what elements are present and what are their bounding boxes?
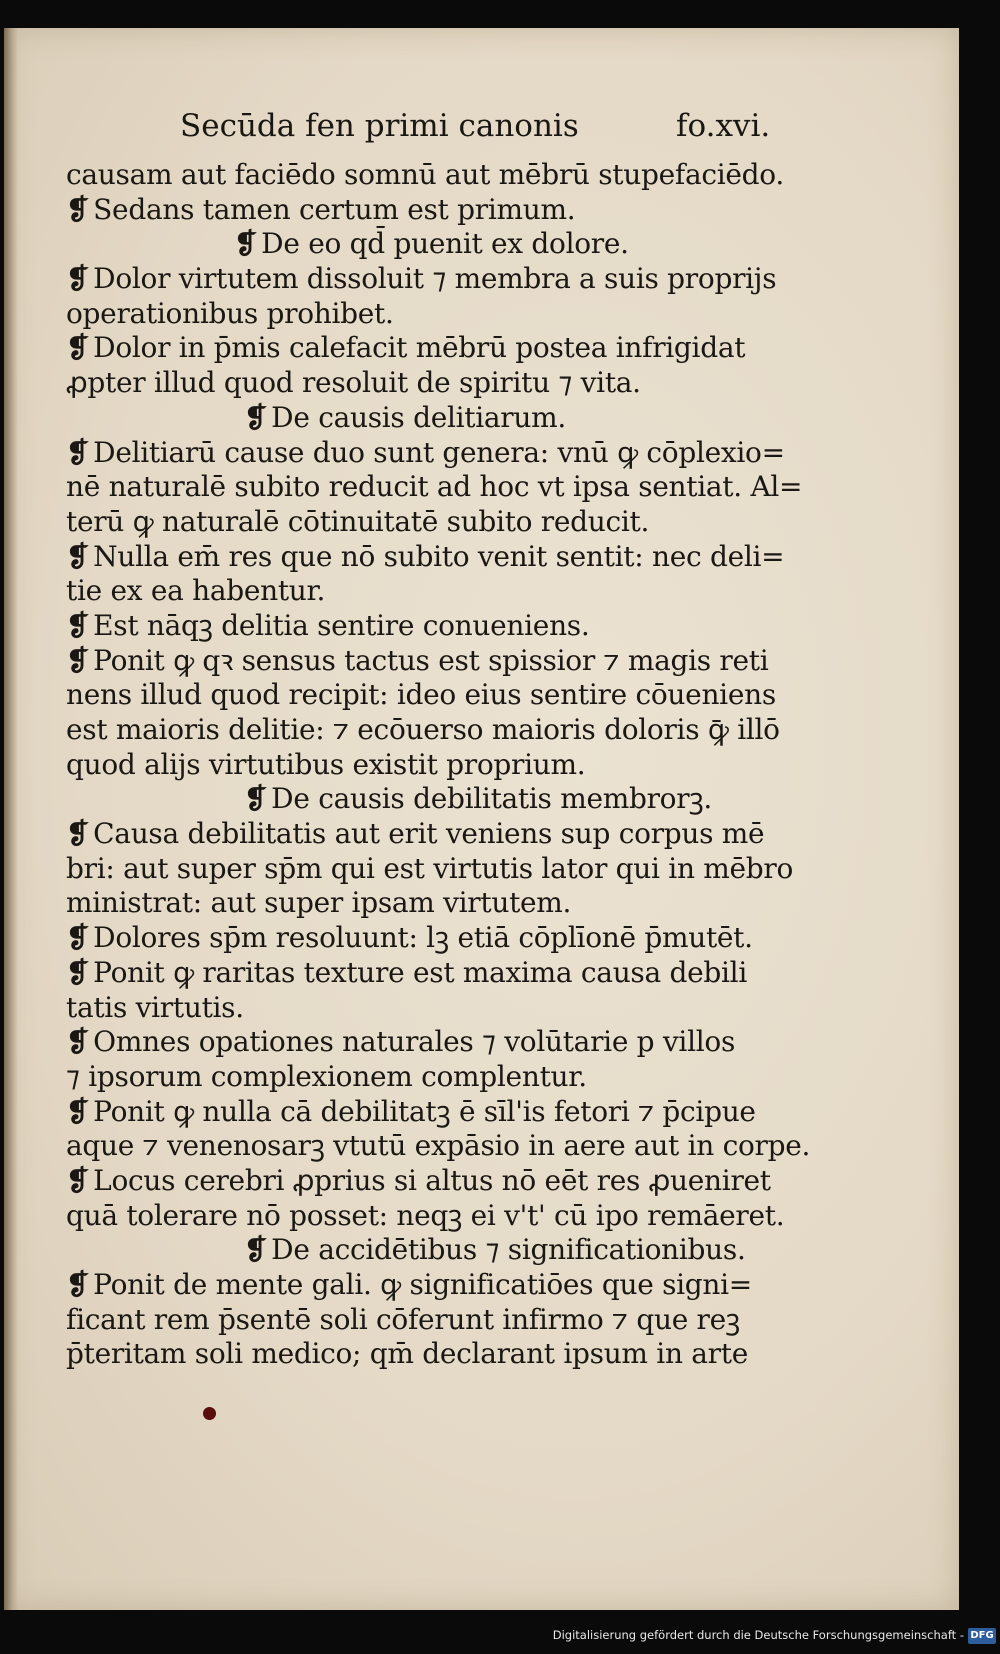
text-line [66,644,826,679]
text-line [66,193,826,228]
dfg-logo: DFG [968,1628,996,1644]
text-line [66,540,826,575]
pilcrow-mark: ❡ [66,1268,90,1301]
text-line [66,1303,826,1338]
pilcrow-mark: ❡ [66,262,90,296]
line-text: Locus cerebri ꝓprius si altus nō eēt res ꝓueniret [93,1163,771,1197]
line-text: quā tolerare nō posset: neqꝫ ei v't' cū ipo remāeret. [66,1198,785,1232]
text-line [66,991,826,1026]
line-text: Ponit ꝙ nulla cā debilitatꝫ ē sīl'is fetori ⁊ p̄cipue [93,1094,756,1128]
text-line [66,956,826,991]
line-text: De accidētibus ⁊ significationibus. [271,1233,746,1267]
text-line [66,436,826,471]
line-text: Sedans tamen certum est primum. [93,192,576,226]
line-text: Ponit ꝙ raritas texture est maxima causa debili [93,955,747,989]
text-line [66,574,826,609]
line-text: terū ꝙ naturalē cōtinuitatē subito reducit. [66,504,650,538]
pilcrow-mark: ❡ [66,1094,90,1128]
text-line [66,817,826,852]
text-line [66,470,826,505]
pilcrow-mark: ❡ [66,192,90,226]
text-line [66,262,826,297]
text-line [66,921,826,956]
pilcrow-mark: ❡ [244,782,268,816]
line-text: aque ⁊ venenosarꝫ vtutū expāsio in aere aut in corpe. [66,1129,811,1163]
line-text: causam aut faciēdo somnū aut mēbrū stupefaciēdo. [66,158,784,191]
line-text: Nulla em̄ res que nō subito venit sentit: nec deli= [93,539,785,573]
text-line [66,1095,826,1130]
text-line [66,297,826,332]
text-line [66,1025,826,1060]
line-text: quod alijs virtutibus existit proprium. [66,747,586,781]
text-line [66,1164,826,1199]
pilcrow-mark: ❡ [66,539,90,573]
text-line [66,748,826,783]
line-text: p̄teritam soli medico; qm̄ declarant ipsum in arte [66,1337,748,1371]
line-text: nens illud quod recipit: ideo eius sentire cōueniens [66,678,776,712]
text-line [66,505,826,540]
line-text: Omnes opationes naturales ⁊ volūtarie p villos [93,1025,736,1059]
line-text: operationibus prohibet. [66,296,394,330]
line-text: nē naturalē subito reducit ad hoc vt ipsa sentiat. Al= [66,470,803,504]
text-line [66,366,826,401]
text-line [66,886,826,921]
line-text: ⁊ ipsorum complexionem complentur. [66,1059,587,1093]
pilcrow-mark: ❡ [66,1025,90,1059]
pilcrow-mark: ❡ [234,227,258,261]
section-heading [66,1233,826,1268]
line-text: Dolor virtutem dissoluit ⁊ membra a suis proprijs [93,262,777,296]
line-text: De causis delitiarum. [271,400,566,434]
pilcrow-mark: ❡ [66,435,90,469]
pilcrow-mark: ❡ [66,921,90,955]
text-line [66,1060,826,1095]
text-line [66,678,826,713]
text-line [66,852,826,887]
text-line [66,1199,826,1234]
line-text: bri: aut super sp̄m qui est virtutis lator qui in mēbro [66,851,794,885]
text-line [66,1268,826,1303]
line-text: De eo qd̄ puenit ex dolore. [261,227,629,261]
line-text: ministrat: aut super ipsam virtutem. [66,886,572,920]
line-text: De causis debilitatis membrorꝫ. [271,782,712,816]
pilcrow-mark: ❡ [244,1233,268,1267]
line-text: tatis virtutis. [66,990,244,1024]
pilcrow-mark: ❡ [66,608,90,642]
line-text: Ponit de mente gali. ꝙ significatiōes que signi= [93,1268,752,1301]
section-heading [66,401,826,436]
section-heading [66,782,826,817]
line-text: Causa debilitatis aut erit veniens sup corpus mē [93,817,765,851]
line-text: ꝓpter illud quod resoluit de spiritu ⁊ vita. [66,366,641,400]
line-text: est maioris delitie: ⁊ ecōuerso maioris doloris ꝙ̄ illō [66,713,780,746]
text-line [66,331,826,366]
line-text: Dolores sp̄m resoluunt: lꝫ etiā cōplīonē p̄mutēt. [93,921,753,955]
pilcrow-mark: ❡ [66,817,90,851]
page-gutter [4,28,18,1610]
pilcrow-mark: ❡ [66,955,90,989]
pilcrow-mark: ❡ [66,643,90,677]
line-text: Dolor in p̄mis calefacit mēbrū postea infrigidat [93,331,746,365]
text-line [66,609,826,644]
text-line [66,1129,826,1164]
ink-spot [203,1407,216,1420]
folio-number: fo.xvi. [676,108,771,144]
text-line [66,1337,826,1372]
funding-note: Digitalisierung gefördert durch die Deutsche Forschungsgemeinschaft - [552,1628,964,1642]
line-text: tie ex ea habentur. [66,574,326,608]
pilcrow-mark: ❡ [66,1163,90,1197]
line-text: Ponit ꝙ qꝛ sensus tactus est spissior ⁊ magis reti [93,643,769,677]
text-line [66,713,826,748]
section-heading [66,227,826,262]
running-title: Secūda fen primi canonis [180,108,579,144]
line-text: Est nāqꝫ delitia sentire conueniens. [93,608,590,642]
line-text: ficant rem p̄sentē soli cōferunt infirmo ⁊ que reꝫ [66,1302,740,1336]
text-block [66,158,826,1372]
page-header [180,108,800,148]
text-line [66,158,826,193]
pilcrow-mark: ❡ [66,331,90,365]
footer-bar [0,1610,1000,1654]
line-text: Delitiarū cause duo sunt genera: vnū ꝙ cōplexio= [93,435,785,469]
pilcrow-mark: ❡ [244,400,268,434]
